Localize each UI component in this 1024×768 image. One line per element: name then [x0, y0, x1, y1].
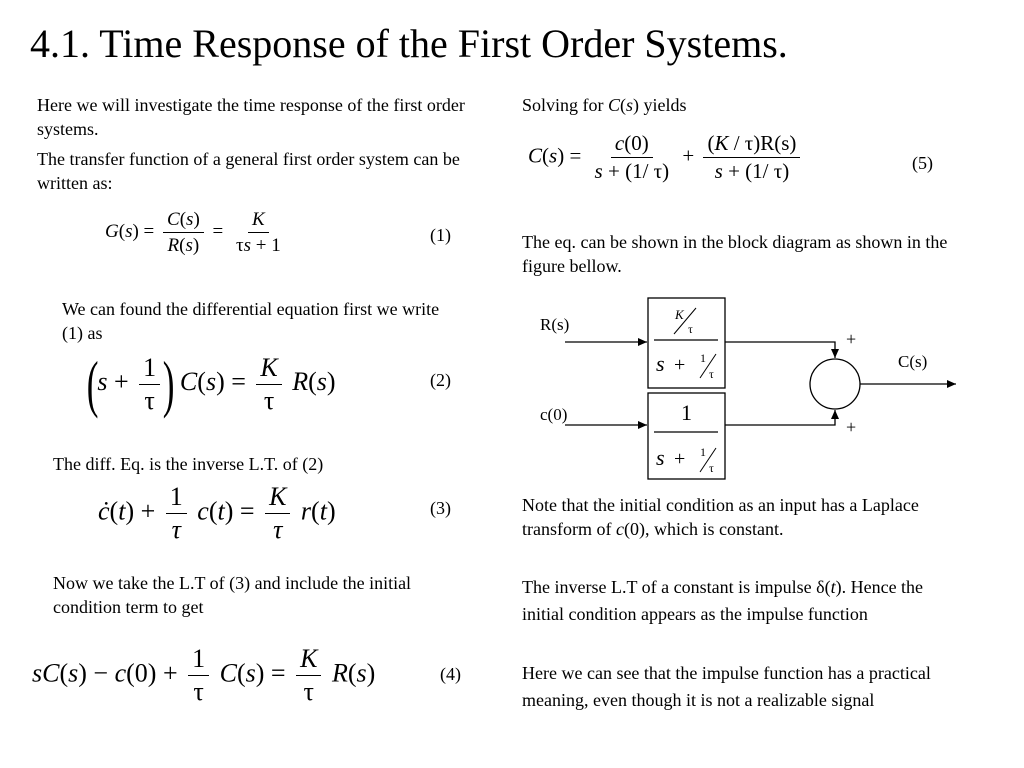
svg-text:τ: τ — [688, 322, 693, 336]
note-paragraph-2: The inverse L.T of a constant is impulse δ(t). Hence the initial condition appears as the impulse function — [522, 577, 924, 624]
output-label: C(s) — [898, 352, 928, 371]
block-2-to-sum-arrow — [725, 410, 835, 425]
differential-paragraph: We can found the differential equation first we write (1) as — [62, 299, 440, 343]
svg-text:τ: τ — [709, 461, 714, 475]
summing-junction — [810, 359, 860, 409]
input-r-label: R(s) — [540, 315, 570, 334]
slide-title: 4.1. Time Response of the First Order Systems. — [30, 21, 788, 66]
note-paragraph-1: Note that the initial condition as an input has a Laplace transform of c(0), which is constant. — [522, 495, 919, 539]
equation-2: (s + $\frac{1}{\tau}$ ) C(s) = $\frac{K}{\tau}$ R(s) — [86, 348, 336, 419]
equation-3-number: (3) — [430, 498, 451, 518]
input-c0-label: c(0) — [540, 405, 568, 424]
svg-text:τ: τ — [709, 367, 714, 381]
block-diagram-paragraph: The eq. can be shown in the block diagram as shown in the figure bellow. — [522, 232, 948, 276]
block-diagram — [530, 290, 960, 490]
svg-text:+: + — [674, 354, 686, 376]
svg-text:1: 1 — [681, 400, 692, 425]
equation-3: ċ(t) + $\frac{1}{\tau}$ c(t) = $\frac{K}{\tau}$ r(t) — [98, 482, 336, 544]
svg-text:1: 1 — [700, 445, 706, 459]
svg-text:s: s — [656, 445, 665, 470]
equation-1-number: (1) — [430, 225, 451, 245]
equation-4: sC(s) − c(0) + $\frac{1}{\tau}$ C(s) = $\frac{K}{\tau}$ R(s) — [32, 644, 376, 706]
solving-paragraph: Solving for C(s) yields — [522, 95, 687, 115]
equation-4-number: (4) — [440, 664, 461, 684]
equation-5: C(s) = $\frac{c(0)}{s + (1/ \tau)}$ + $\frac{(K / \tau)R(s)}{s + (1/ \tau)}$ — [528, 133, 804, 182]
equation-5-number: (5) — [912, 153, 933, 173]
svg-text:+: + — [674, 448, 686, 470]
note-paragraph-3: Here we can see that the impulse function has a practical meaning, even though it is not a realizable signal — [522, 663, 931, 710]
block-1-to-sum-arrow — [725, 342, 835, 358]
transfer-function-paragraph: The transfer function of a general first order system can be written as: — [37, 149, 460, 193]
plus-bottom-sign: + — [846, 417, 857, 437]
intro-paragraph: Here we will investigate the time response of the first order systems. — [37, 95, 465, 139]
svg-text:1: 1 — [700, 351, 706, 365]
equation-1: G(s) = $\frac{C(s)}{R(s)}$ = $\frac{K}{\tau s + 1}$ — [105, 209, 281, 256]
plus-top-sign: + — [846, 329, 857, 349]
equation-2-number: (2) — [430, 370, 451, 390]
svg-text:K: K — [675, 307, 684, 322]
svg-text:s: s — [656, 351, 665, 376]
inverse-lt-paragraph: The diff. Eq. is the inverse L.T. of (2) — [53, 454, 324, 474]
lt-initial-paragraph: Now we take the L.T of (3) and include the initial condition term to get — [53, 573, 412, 617]
